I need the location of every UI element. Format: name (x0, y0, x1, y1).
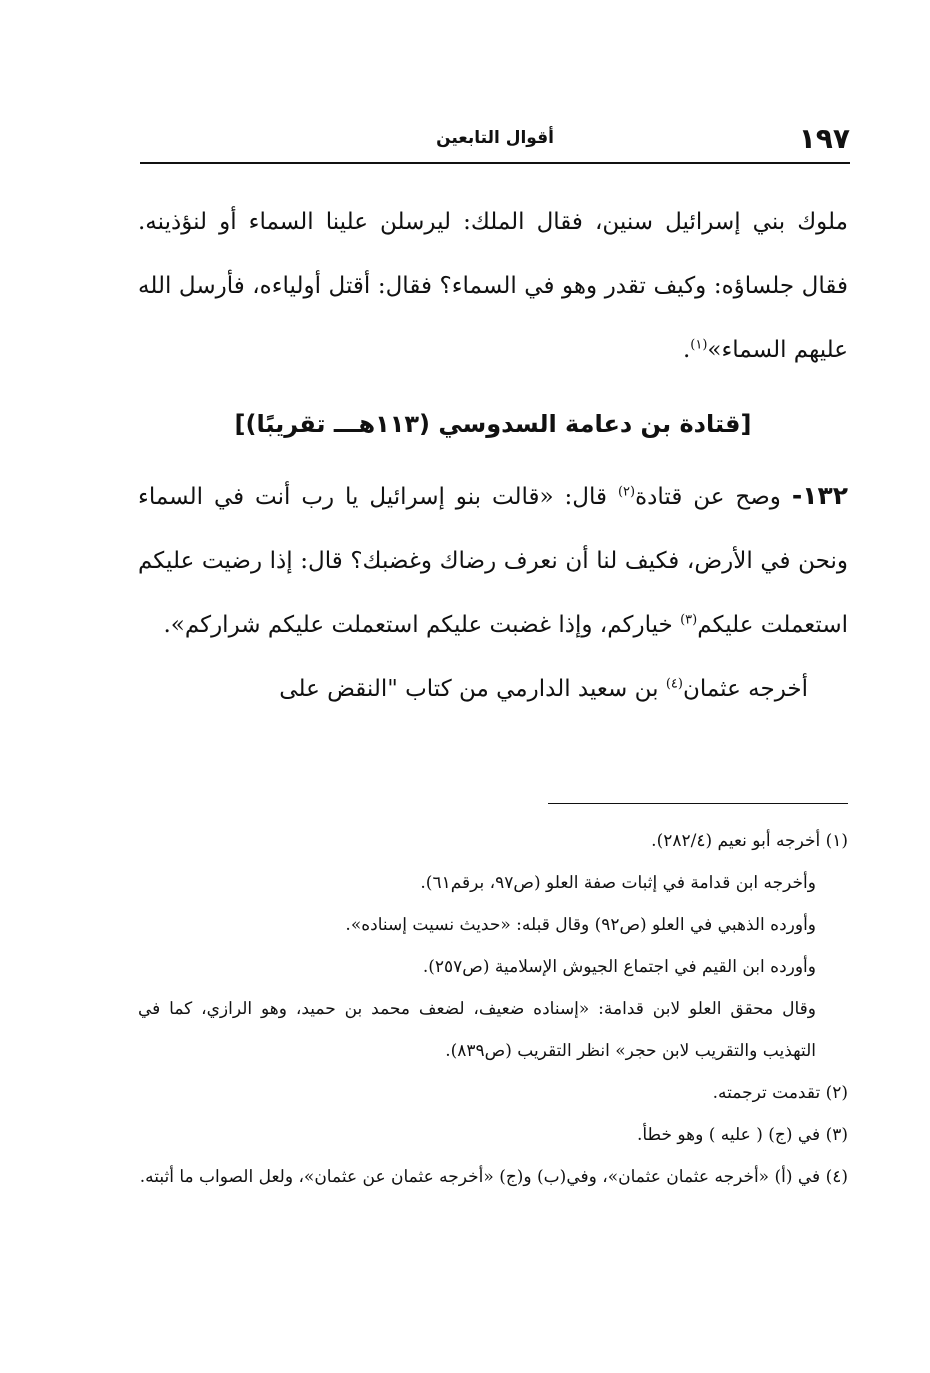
entry-text-1: وصح عن قتادة (635, 484, 792, 510)
entry-text-2: قال: «قالت بنو إسرائيل يا رب أنت في السماء ونحن في الأرض، فكيف لنا أن نعرف رضاك وغضبك؟ قال: إذا رضيت عليكم استعملت عليكم (138, 484, 848, 638)
footnote-2: (٢) تقدمت ترجمته. (712, 1083, 848, 1103)
paragraph-text: ملوك بني إسرائيل سنين، فقال الملك: ليرسلن علينا السماء أو لنؤذينه. فقال جلساؤه: وكيف تقدر وهو في السماء؟ فقال: أقتل أولياءه، فأرسل الله عليهم السماء» (138, 209, 848, 363)
entry-text-3: خياركم، وإذا غضبت عليكم استعملت عليكم شراركم». (163, 612, 681, 638)
running-title: أقوال التابعين (436, 128, 554, 148)
footnote-ref-3: (٣) (680, 612, 698, 628)
footnote-1: (١) أخرجه أبو نعيم (٢٨٢/٤). (651, 831, 848, 851)
footnote-4: (٤) في (أ) «أخرجه عثمان عثمان»، وفي(ب) و(ج) «أخرجه عثمان عن عثمان»، ولعل الصواب ما أثبته. (139, 1167, 848, 1187)
footnotes (138, 820, 848, 1198)
entry-132 (138, 464, 848, 657)
footnote-ref-4: (٤) (665, 676, 683, 692)
source-text-1: أخرجه عثمان (682, 676, 808, 702)
footnote-1-line: وأورده ابن القيم في اجتماع الجيوش الإسلامية (ص٢٥٧). (422, 957, 816, 977)
paragraph-end: . (682, 337, 691, 363)
source-text-2: بن سعيد الدارمي من كتاب "النقض على (279, 676, 666, 702)
section-heading: [قتادة بن دعامة السدوسي (١١٣هـــ تقريبًا)] (234, 410, 752, 438)
footnote-3: (٣) في (ج) ( عليه ) وهو خطأ. (636, 1125, 848, 1145)
footnote-ref-2: (٢) (617, 484, 636, 500)
footnote-1-line: وأخرجه ابن قدامة في إثبات صفة العلو (ص٩٧، برقم٦١). (420, 873, 816, 893)
page-header (140, 118, 850, 162)
footnote-1-line: وأورده الذهبي في العلو (ص٩٢) وقال قبله: «حديث نسيت إسناده». (345, 915, 816, 935)
entry-number: ١٣٢- (791, 481, 848, 510)
footnote-rule (548, 803, 848, 804)
main-text (138, 190, 848, 721)
header-rule (140, 162, 850, 164)
footnote-ref-1: (١) (690, 337, 708, 353)
source-paragraph (138, 657, 848, 721)
page-number: ١٩٧ (798, 122, 850, 155)
paragraph-continuation (138, 190, 848, 382)
footnote-1-line: وقال محقق العلو لابن قدامة: «إسناده ضعيف، لضعف محمد بن حميد، وهو الرازي، كما في التهذيب والتقريب لابن حجر» انظر التقريب (ص٨٣٩). (138, 999, 816, 1061)
